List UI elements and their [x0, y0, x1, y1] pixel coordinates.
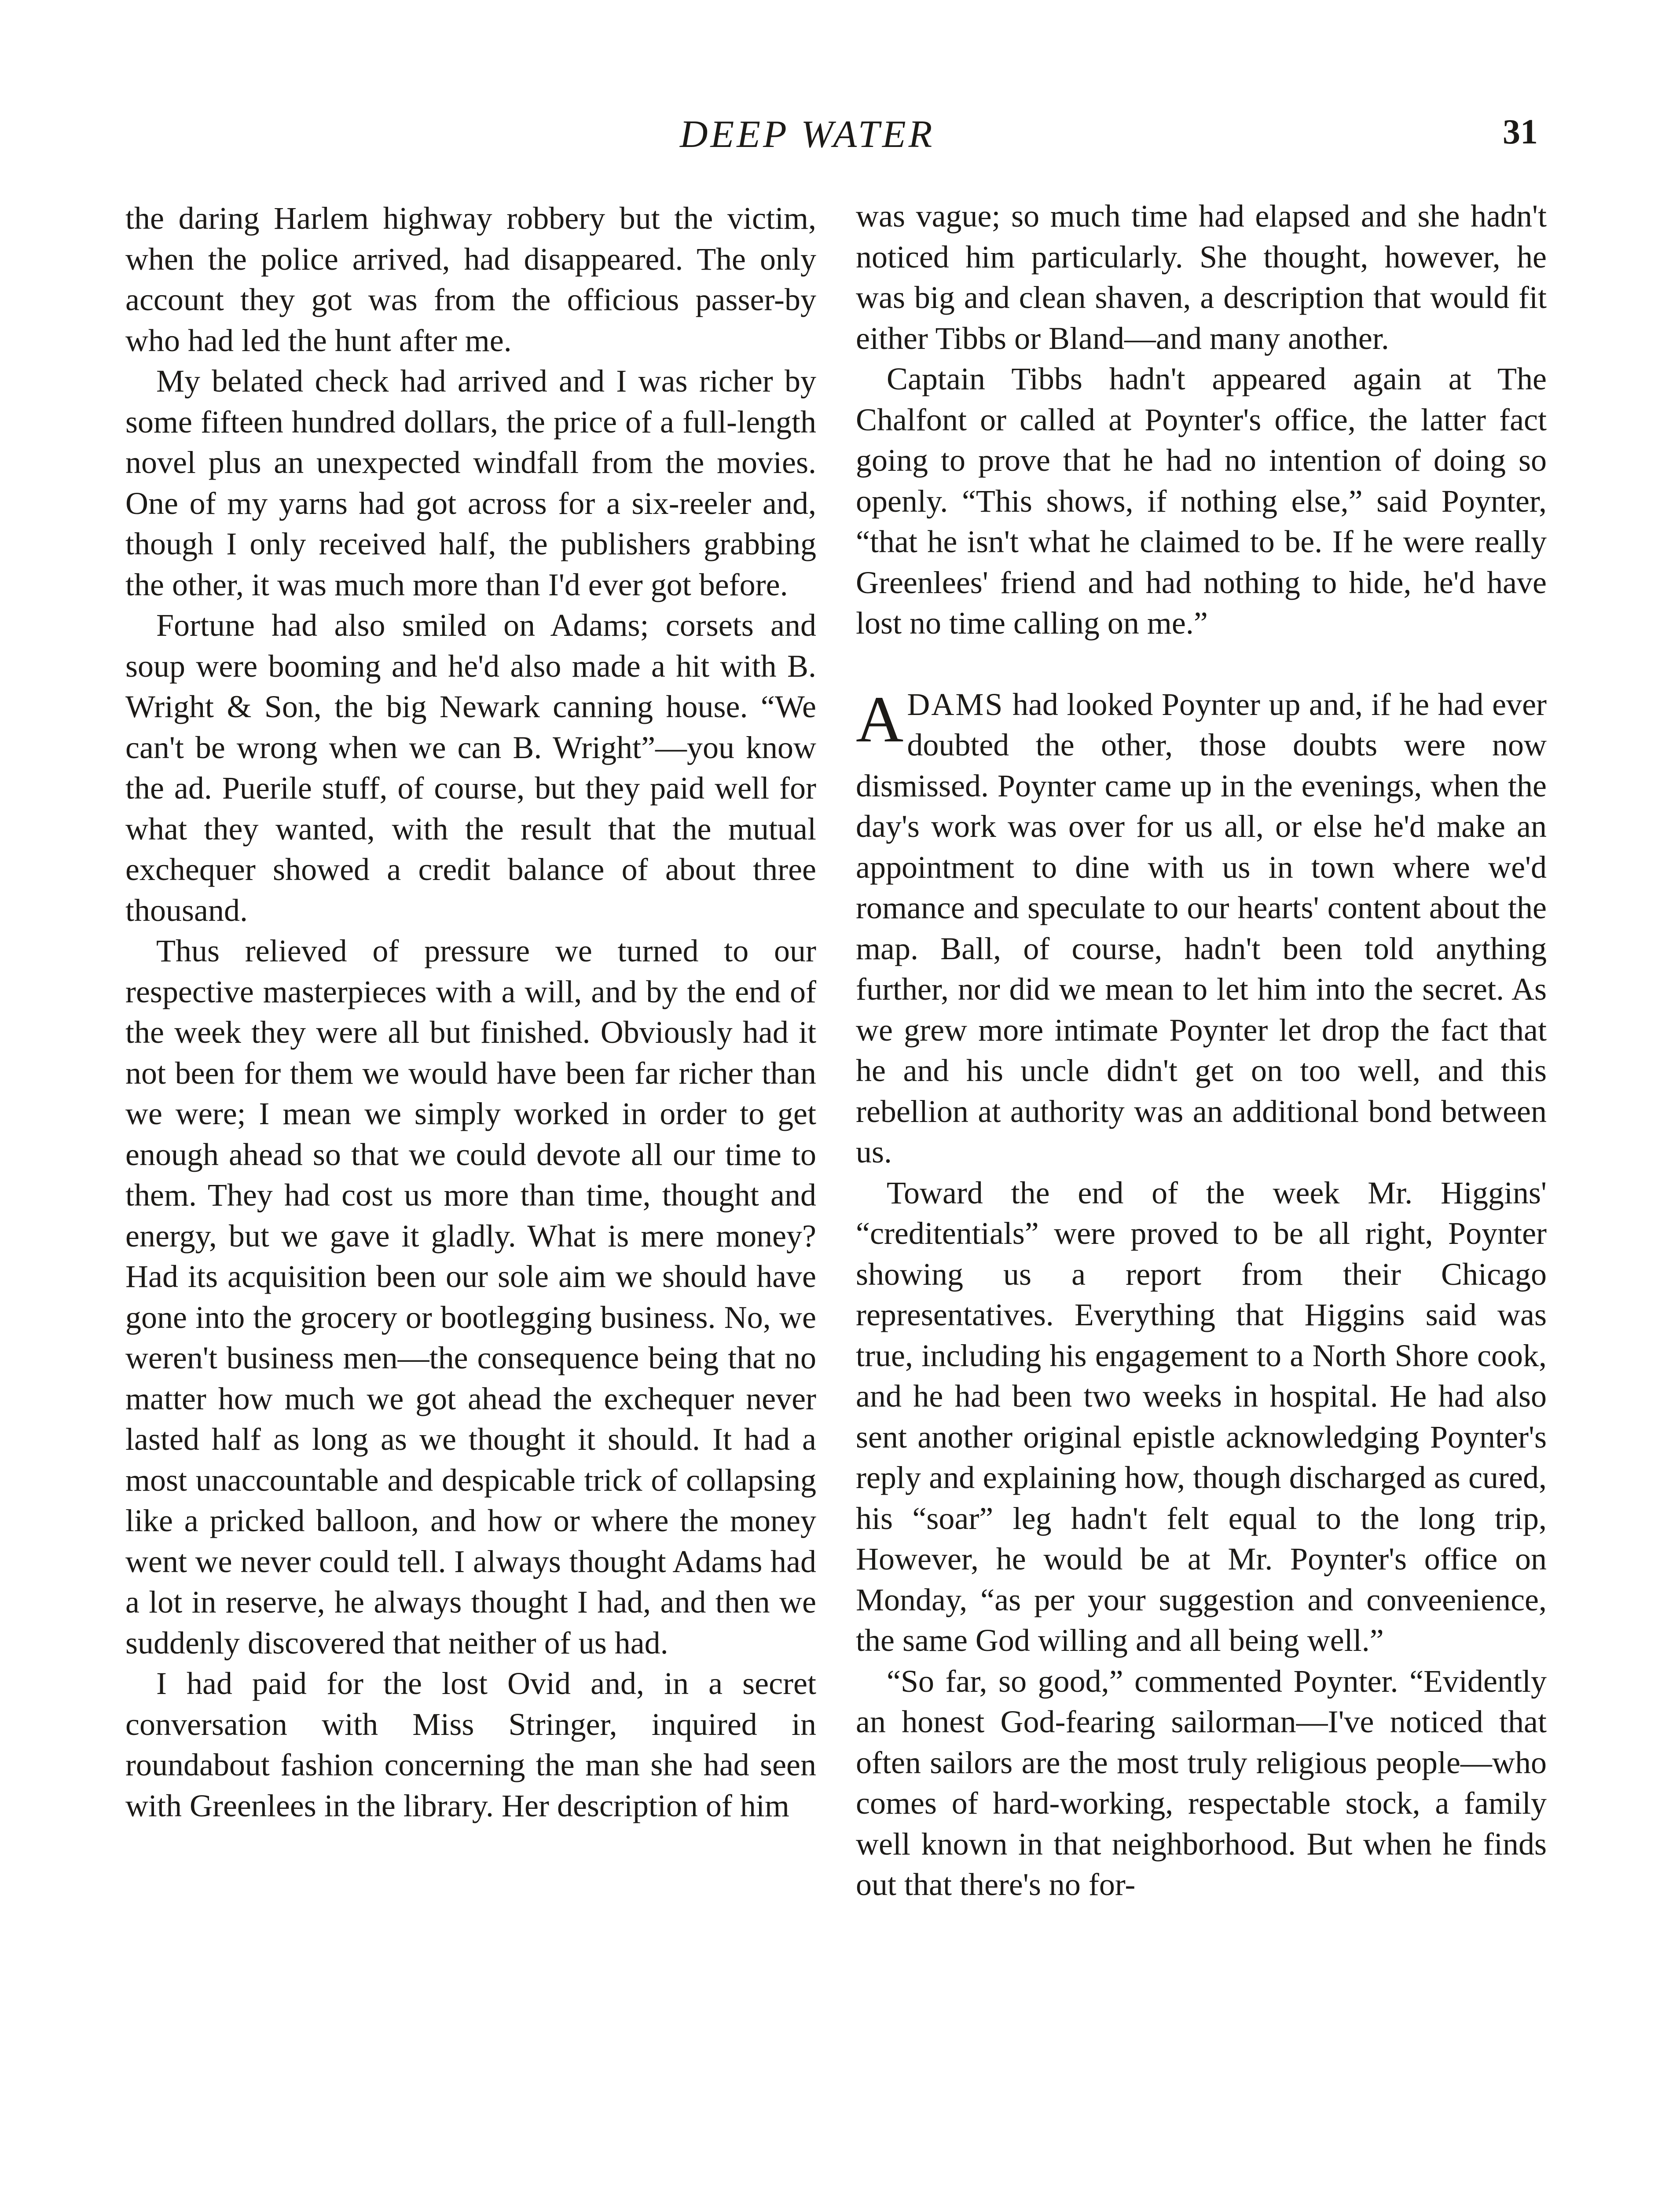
paragraph-continued: the daring Harlem highway robbery but the victim, when the police arrived, had disappeared. The only account they got was from the officious passer-by who had led the hunt after me.: [125, 201, 816, 358]
paragraph: Toward the end of the week Mr. Higgins' “creditentials” were proved to be all right, Poynter showing us a report from their Chicago representatives. Everything that Higgins said was true, including his engagement to a North Shore cook, and he had been two weeks in hospital. He had also sent another original epistle acknowledging Poynter's reply and explaining how, though discharged as cured, his “soar” leg hadn't felt equal to the long trip, However, he would be at Mr. Poynter's office on Monday, “as per your suggestion and conveenience, the same God willing and all being well.”: [856, 1175, 1547, 1658]
paragraph: My belated check had arrived and I was richer by some fifteen hundred dollars, the price of a full-length novel plus an unexpected windfall from the movies. One of my yarns had got across for a six-reeler and, though I only received half, the publishers grabbing the other, it was much more than I'd ever got before.: [125, 363, 816, 602]
running-head: [0, 112, 1680, 165]
paragraph: Thus relieved of pressure we turned to our respective masterpieces with a will, and by the end of the week they were all but finished. Obviously had it not been for them we would have been far richer than we were; I mean we simply worked in order to get enough ahead so that we could devote all our time to them. They had cost us more than time, thought and energy, but we gave it gladly. What is mere money? Had its acquisition been our sole aim we should have gone into the grocery or bootlegging business. No, we weren't business men—the consequence being that no matter how much we got ahead the exchequer never lasted half as long as we thought it should. It had a most unaccountable and despicable trick of collapsing like a pricked balloon, and how or where the money went we never could tell. I always thought Adams had a lot in reserve, he always thought I had, and then we suddenly discovered that neither of us had.: [125, 933, 816, 1661]
page-number: 31: [1503, 113, 1538, 151]
running-title: DEEP WATER: [680, 113, 935, 156]
left-column: [125, 198, 816, 1826]
right-column: [856, 196, 1547, 1905]
drop-cap: A: [856, 682, 904, 756]
small-caps-word: DAMS: [907, 686, 1004, 722]
paragraph: Fortune had also smiled on Adams; corsets and soup were booming and he'd also made a hit with B. Wright & Son, the big Newark canning house. “We can't be wrong when we can B. Wright”—you know the ad. Puerile stuff, of course, but they paid well for what they wanted, with the result that the mutual exchequer showed a credit balance of about three thousand.: [125, 608, 816, 928]
paragraph-text: had looked Poynter up and, if he had ever doubted the other, those doubts were now dismissed. Poynter came up in the evenings, when the day's work was over for us all, or else he'd make an appointment to dine with us in town where we'd romance and speculate to our hearts' content about the map. Ball, of course, hadn't been told anything further, nor did we mean to let him into the secret. As we grew more intimate Poynter let drop the fact that he and his uncle didn't get on too well, and this rebellion at authority was an additional bond between us.: [856, 686, 1547, 1170]
paragraph-continued: was vague; so much time had elapsed and she hadn't noticed him particularly. She thought, however, he was big and clean shaven, a description that would fit either Tibbs or Bland—and many another.: [856, 198, 1547, 356]
paragraph: I had paid for the lost Ovid and, in a secret conversation with Miss Stringer, inquired in roundabout fashion concerning the man she had seen with Greenlees in the library. Her description of him: [125, 1666, 816, 1823]
section-opening-paragraph: [856, 684, 1547, 1173]
paragraph: Captain Tibbs hadn't appeared again at The Chalfont or called at Poynter's office, the latter fact going to prove that he had no intention of doing so openly. “This shows, if nothing else,” said Poynter, “that he isn't what he claimed to be. If he were really Greenlees' friend and had nothing to hide, he'd have lost no time calling on me.”: [856, 361, 1547, 641]
paragraph: “So far, so good,” commented Poynter. “Evidently an honest God-fearing sailorman—I've noticed that often sailors are the most truly religious people—who comes of hard-working, respectable stock, a family well known in that neighborhood. But when he finds out that there's no for-: [856, 1663, 1547, 1902]
